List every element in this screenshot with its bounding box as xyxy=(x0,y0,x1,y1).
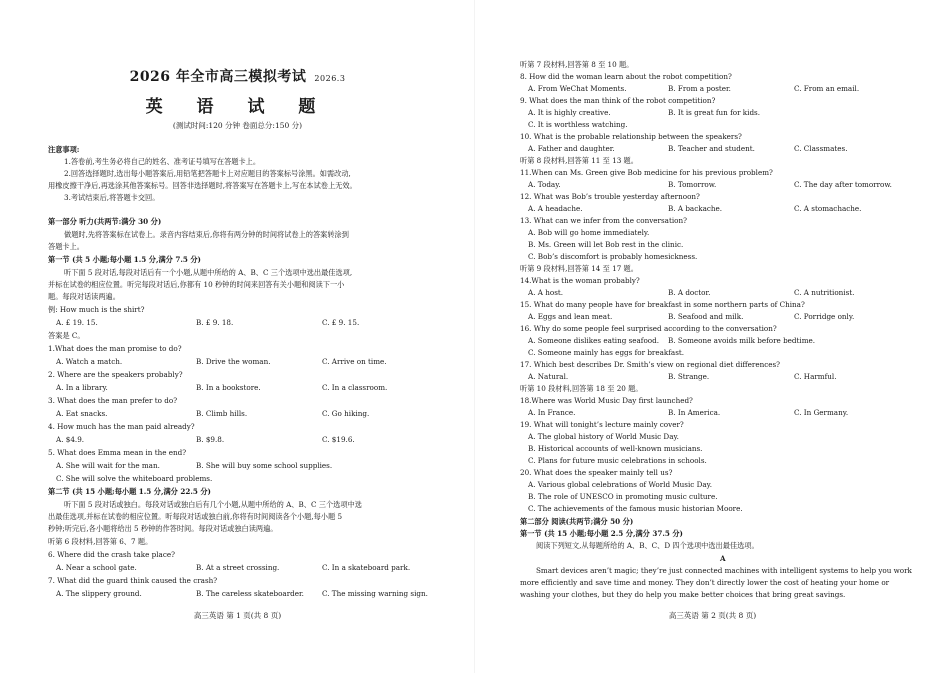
notice-1: 1.答卷前,考生务必将自己的姓名、准考证号填写在答题卡上。 xyxy=(64,157,261,166)
q13-opt-c: C. Bob’s discomfort is probably homesickness. xyxy=(528,252,698,261)
q17: 17. Which best describes Dr. Smith’s view on regional diet differences? xyxy=(520,360,781,369)
material-9: 听第 9 段材料,回答第 14 至 17 题。 xyxy=(520,264,638,273)
q11-opt-a: A. Today. xyxy=(528,180,561,189)
q10-opt-b: B. Teacher and student. xyxy=(668,144,755,153)
q18: 18.Where was World Music Day first launched? xyxy=(520,396,693,405)
q8: 8. How did the woman learn about the robot competition? xyxy=(520,72,732,81)
q7-opt-c: C. The missing warning sign. xyxy=(322,589,428,598)
q10-opt-c: C. Classmates. xyxy=(794,144,848,153)
q10-opt-a: A. Father and daughter. xyxy=(528,144,615,153)
sec1-desc-1: 听下面 5 段对话,每段对话后有一个小题,从题中所给的 A、B、C 三个选项中选出最佳选项, xyxy=(64,268,353,277)
q19-opt-c: C. Plans for future music celebrations in schools. xyxy=(528,456,707,465)
q8-opt-c: C. From an email. xyxy=(794,84,860,93)
q17-opt-a: A. Natural. xyxy=(528,372,569,381)
q14-opt-a: A. A host. xyxy=(528,288,564,297)
q3-opt-b: B. Climb hills. xyxy=(196,409,248,418)
q11-opt-b: B. Tomorrow. xyxy=(668,180,717,189)
part1-desc-2: 答题卡上。 xyxy=(48,242,84,251)
q1-opt-a: A. Watch a match. xyxy=(56,357,123,366)
q2-opt-b: B. In a bookstore. xyxy=(196,383,261,392)
page-2-footer: 高三英语 第 2 页(共 8 页) xyxy=(668,611,757,620)
material-8: 听第 8 段材料,回答第 11 至 13 题。 xyxy=(520,156,638,165)
sec1-title: 第一节 (共 5 小题;每小题 1.5 分,满分 7.5 分) xyxy=(48,255,201,264)
q1-opt-b: B. Drive the woman. xyxy=(196,357,271,366)
q19-opt-a: A. The global history of World Music Day. xyxy=(528,432,679,441)
q12: 12. What was Bob’s trouble yesterday afternoon? xyxy=(520,192,700,201)
q4-opt-a: A. $4.9. xyxy=(56,435,85,444)
q5-opt-a: A. She will wait for the man. xyxy=(56,461,160,470)
q16-opt-a: A. Someone dislikes eating seafood. xyxy=(528,336,660,345)
sec2-desc-3: 秒钟;听完后,各小题将给出 5 秒钟的作答时间。每段对话或独白读两遍。 xyxy=(48,524,278,533)
q13-opt-a: A. Bob will go home immediately. xyxy=(528,228,650,237)
sec2-title: 第二节 (共 15 小题;每小题 1.5 分,满分 22.5 分) xyxy=(48,487,211,496)
page-1-footer: 高三英语 第 1 页(共 8 页) xyxy=(193,611,282,620)
example-question: 例: How much is the shirt? xyxy=(48,305,145,314)
q13-opt-b: B. Ms. Green will let Bob rest in the clinic. xyxy=(528,240,684,249)
q9-opt-b: B. It is great fun for kids. xyxy=(668,108,761,117)
q6-opt-a: A. Near a school gate. xyxy=(56,563,137,572)
material-6: 听第 6 段材料,回答第 6、7 题。 xyxy=(48,537,153,546)
q16-opt-b: B. Someone avoids milk before bedtime. xyxy=(668,336,816,345)
q20-opt-c: C. The achievements of the famous music historian Moore. xyxy=(528,504,743,513)
q8-opt-a: A. From WeChat Moments. xyxy=(528,84,627,93)
q4-opt-c: C. $19.6. xyxy=(322,435,355,444)
q6: 6. Where did the crash take place? xyxy=(48,550,175,559)
q12-opt-b: B. A backache. xyxy=(668,204,723,213)
q18-opt-b: B. In America. xyxy=(668,408,721,417)
q10: 10. What is the probable relationship between the speakers? xyxy=(520,132,742,141)
q15-opt-a: A. Eggs and lean meat. xyxy=(528,312,613,321)
notice-2b: 用橡皮擦干净后,再选涂其他答案标号。回答非选择题时,将答案写在答题卡上,写在本试卷上无效。 xyxy=(48,181,357,190)
q5: 5. What does Emma mean in the end? xyxy=(48,448,187,457)
q7-opt-a: A. The slippery ground. xyxy=(56,589,142,598)
q2-opt-a: A. In a library. xyxy=(56,383,108,392)
sec1-desc-2: 并标在试卷的相应位置。听完每段对话后,你都有 10 秒钟的时间来回答有关小题和阅读下一小 xyxy=(48,280,345,289)
q12-opt-c: C. A stomachache. xyxy=(794,204,862,213)
q6-opt-b: B. At a street crossing. xyxy=(196,563,280,572)
part2-title: 第二部分 阅读(共两节;满分 50 分) xyxy=(520,517,634,526)
part2-desc: 阅读下列短文,从每题所给的 A、B、C、D 四个选项中选出最佳选项。 xyxy=(536,541,759,550)
q3-opt-c: C. Go hiking. xyxy=(322,409,370,418)
exam-title: 2026 年全市高三模拟考试 2026.3 xyxy=(129,69,346,85)
q14-opt-b: B. A doctor. xyxy=(668,288,711,297)
q3-opt-a: A. Eat snacks. xyxy=(56,409,108,418)
passage-line-2: more efficiently and save time and money. They don’t directly lower the cost of heating your home or xyxy=(520,578,890,587)
q15-opt-b: B. Seafood and milk. xyxy=(668,312,744,321)
material-10: 听第 10 段材料,回答第 18 至 20 题。 xyxy=(520,384,643,393)
q16-opt-c: C. Someone mainly has eggs for breakfast. xyxy=(528,348,685,357)
passage-label: A xyxy=(720,554,726,563)
q18-opt-c: C. In Germany. xyxy=(794,408,849,417)
q14-opt-c: C. A nutritionist. xyxy=(794,288,855,297)
q2: 2. Where are the speakers probably? xyxy=(48,370,183,379)
q9: 9. What does the man think of the robot competition? xyxy=(520,96,716,105)
q11-opt-c: C. The day after tomorrow. xyxy=(794,180,892,189)
q14: 14.What is the woman probably? xyxy=(520,276,640,285)
q16: 16. Why do some people feel surprised according to the conversation? xyxy=(520,324,777,333)
passage-line-1: Smart devices aren’t magic; they’re just connected machines with intelligent systems to help you work xyxy=(536,566,912,575)
q15: 15. What do many people have for breakfast in some northern parts of China? xyxy=(520,300,805,309)
exam-info: (测试时间:120 分钟 卷面总分:150 分) xyxy=(172,121,303,130)
q11: 11.When can Ms. Green give Bob medicine for his previous problem? xyxy=(520,168,773,177)
q5-opt-b: B. She will buy some school supplies. xyxy=(196,461,333,470)
q9-opt-a: A. It is highly creative. xyxy=(528,108,611,117)
q9-opt-c: C. It is worthless watching. xyxy=(528,120,628,129)
q19-opt-b: B. Historical accounts of well-known musicians. xyxy=(528,444,703,453)
example-answer: 答案是 C。 xyxy=(48,331,85,340)
page-2 xyxy=(475,0,950,673)
example-opt-a: A. £ 19. 15. xyxy=(56,318,98,327)
q7: 7. What did the guard think caused the crash? xyxy=(48,576,218,585)
q13: 13. What can we infer from the conversation? xyxy=(520,216,687,225)
q18-opt-a: A. In France. xyxy=(528,408,576,417)
q1-opt-c: C. Arrive on time. xyxy=(322,357,387,366)
q4: 4. How much has the man paid already? xyxy=(48,422,195,431)
q1: 1.What does the man promise to do? xyxy=(48,344,182,353)
q17-opt-c: C. Harmful. xyxy=(794,372,837,381)
sec2-desc-1: 听下面 5 段对话或独白。每段对话或独白后有几个小题,从题中所给的 A、B、C 三个选项中选 xyxy=(64,500,362,509)
q3: 3. What does the man prefer to do? xyxy=(48,396,178,405)
q2-opt-c: C. In a classroom. xyxy=(322,383,388,392)
q8-opt-b: B. From a poster. xyxy=(668,84,731,93)
subject-title: 英 语 试 题 xyxy=(145,97,330,117)
notice-title: 注意事项: xyxy=(48,145,80,154)
q7-opt-b: B. The careless skateboarder. xyxy=(196,589,304,598)
sec2-desc-2: 出最佳选项,并标在试卷的相应位置。听每段对话或独白前,你将有时间阅读各个小题,每小题 5 xyxy=(48,512,343,521)
q19: 19. What will tonight’s lecture mainly cover? xyxy=(520,420,684,429)
q12-opt-a: A. A headache. xyxy=(528,204,583,213)
q15-opt-c: C. Porridge only. xyxy=(794,312,855,321)
passage-line-3: washing your clothes, but they do help you make better choices that bring great savings. xyxy=(520,590,846,599)
notice-2: 2.回答选择题时,选出每小题答案后,用铅笔把答题卡上对应题目的答案标号涂黑。如需改动, xyxy=(64,169,351,178)
part1-title: 第一部分 听力(共两节:满分 30 分) xyxy=(48,217,162,226)
q6-opt-c: C. In a skateboard park. xyxy=(322,563,411,572)
example-opt-b: B. £ 9. 18. xyxy=(196,318,234,327)
q5-opt-c: C. She will solve the whiteboard problems. xyxy=(56,474,213,483)
q20-opt-a: A. Various global celebrations of World Music Day. xyxy=(528,480,713,489)
part1-desc-1: 做题时,先将答案标在试卷上。录音内容结束后,你将有两分钟的时间将试卷上的答案转涂到 xyxy=(64,230,349,239)
q4-opt-b: B. $9.8. xyxy=(196,435,225,444)
material-7: 听第 7 段材料,回答第 8 至 10 题。 xyxy=(520,60,634,69)
q20-opt-b: B. The role of UNESCO in promoting music culture. xyxy=(528,492,718,501)
notice-3: 3.考试结束后,将答题卡交回。 xyxy=(64,193,160,202)
part2-sec1-title: 第一节 (共 15 小题;每小题 2.5 分,满分 37.5 分) xyxy=(520,529,683,538)
example-opt-c: C. £ 9. 15. xyxy=(322,318,360,327)
q17-opt-b: B. Strange. xyxy=(668,372,710,381)
sec1-desc-3: 题。每段对话读两遍。 xyxy=(48,292,120,301)
q20: 20. What does the speaker mainly tell us? xyxy=(520,468,673,477)
